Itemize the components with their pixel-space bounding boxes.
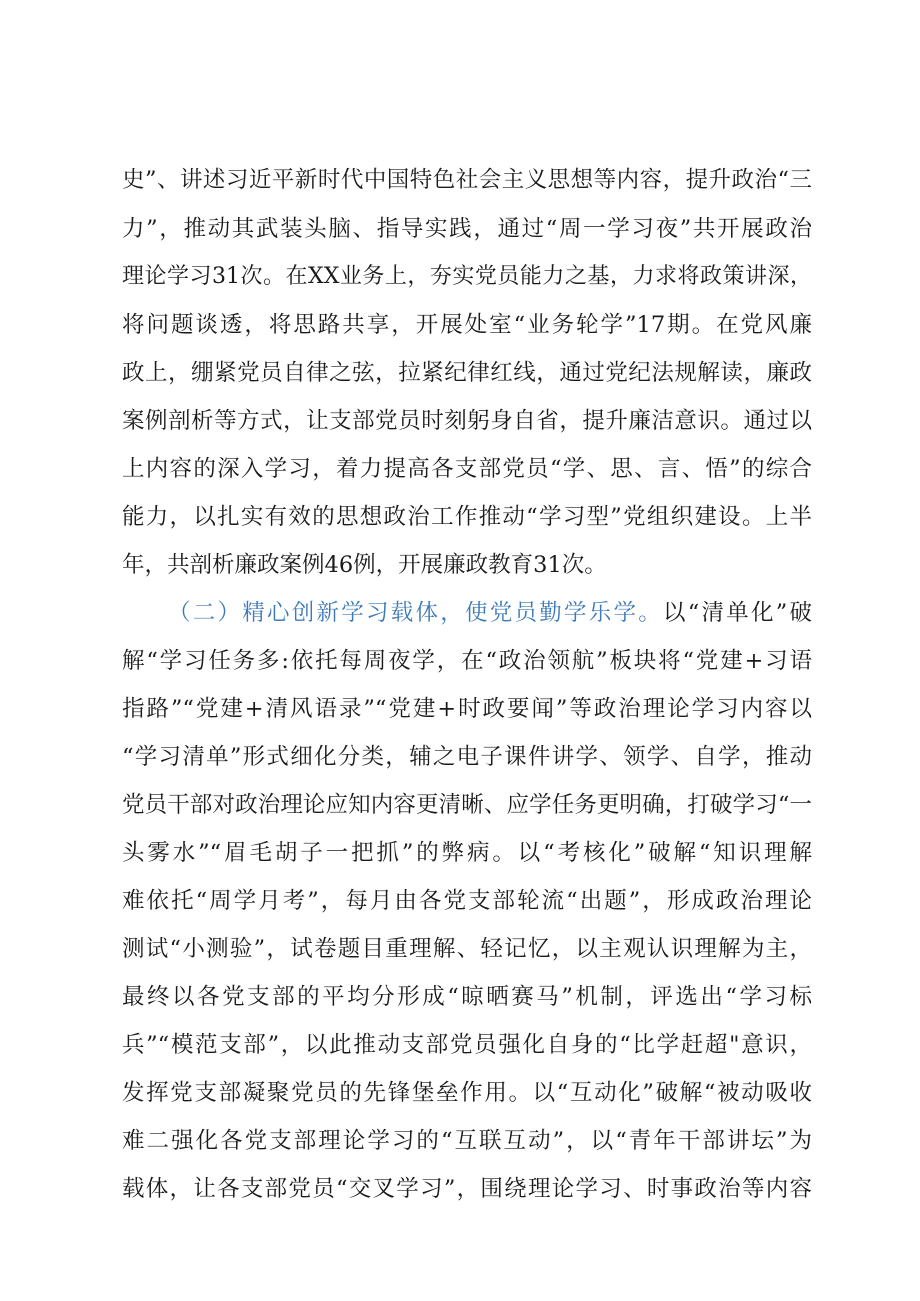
heading-line-rest: 以“清单化”破 bbox=[662, 600, 812, 626]
paragraph-line: 力”，推动其武装头脑、指导实践，通过“周一学习夜”共开展政治 bbox=[122, 216, 812, 242]
paragraph-line: 难二强化各党支部理论学习的“互联互动”，以“青年干部讲坛”为 bbox=[122, 1128, 812, 1154]
paragraph-line: 指路”“党建+清风语录”“党建+时政要闻”等政治理论学习内容以 bbox=[122, 696, 812, 722]
paragraph-line: 史”、讲述习近平新时代中国特色社会主义思想等内容，提升政治“三 bbox=[122, 167, 812, 193]
paragraph-line: 解“学习任务多:依托每周夜学，在“政治领航”板块将“党建+习语 bbox=[122, 648, 812, 674]
paragraph-line: 最终以各党支部的平均分形成“晾晒赛马”机制，评选出“学习标 bbox=[122, 984, 812, 1010]
paragraph-line: 年，共剖析廉政案例46例，开展廉政教育31次。 bbox=[122, 552, 607, 578]
paragraph-line: 兵”“模范支部”，以此推动支部党员强化自身的“比学赶超"意识， bbox=[122, 1032, 812, 1058]
paragraph-line: 能力，以扎实有效的思想政治工作推动“学习型”党组织建设。上半 bbox=[122, 504, 812, 530]
paragraph-line: 载体，让各支部党员“交叉学习”，围绕理论学习、时事政治等内容 bbox=[122, 1176, 812, 1202]
paragraph-line: “学习清单”形式细化分类，辅之电子课件讲学、领学、自学，推动 bbox=[122, 744, 812, 770]
paragraph-line: 难依托“周学月考”，每月由各党支部轮流“出题”，形成政治理论 bbox=[122, 888, 812, 914]
paragraph-line: 头雾水”“眉毛胡子一把抓”的弊病。以“考核化”破解“知识理解 bbox=[122, 840, 812, 866]
paragraph-line: 发挥党支部凝聚党员的先锋堡垒作用。以“互动化”破解“被动吸收 bbox=[122, 1080, 812, 1106]
paragraph-line: 测试“小测验”，试卷题目重理解、轻记忆，以主观认识理解为主， bbox=[122, 936, 812, 962]
paragraph-line: 理论学习31次。在XX业务上，夯实党员能力之基，力求将政策讲深， bbox=[122, 264, 812, 289]
paragraph-line: 上内容的深入学习，着力提高各支部党员“学、思、言、悟”的综合 bbox=[122, 456, 812, 482]
paragraph-line: 党员干部对政治理论应知内容更清晰、应学任务更明确，打破学习“一 bbox=[122, 792, 812, 818]
paragraph-line: 案例剖析等方式，让支部党员时刻躬身自省，提升廉洁意识。通过以 bbox=[122, 408, 812, 434]
paragraph-first-line bbox=[168, 596, 812, 630]
paragraph-line: 政上，绷紧党员自律之弦，拉紧纪律红线，通过党纪法规解读，廉政 bbox=[122, 360, 812, 386]
section-heading: （二）精心创新学习载体，使党员勤学乐学。 bbox=[168, 600, 663, 626]
paragraph-line: 将问题谈透，将思路共享，开展处室“业务轮学”17期。在党风廉 bbox=[122, 312, 812, 338]
